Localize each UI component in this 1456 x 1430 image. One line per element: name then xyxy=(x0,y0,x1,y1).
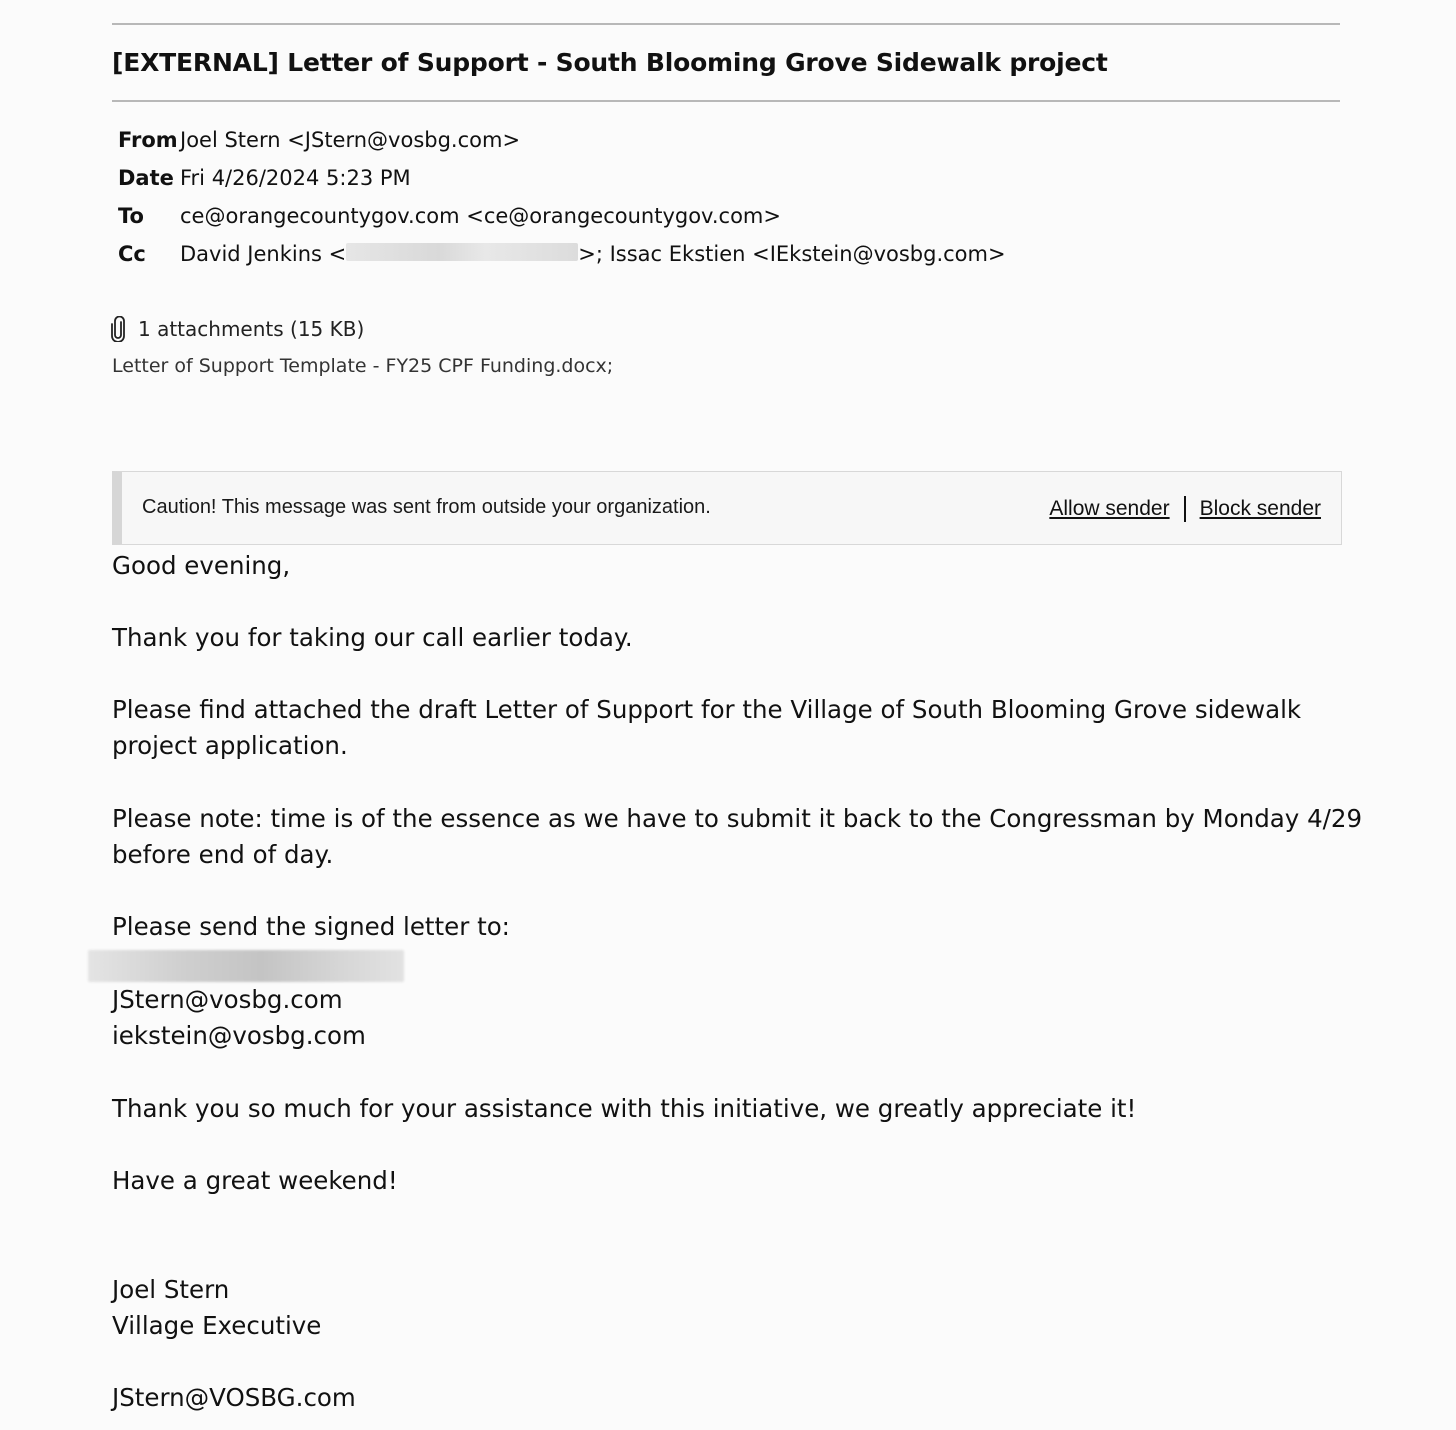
header-cc xyxy=(118,242,1006,266)
external-caution-banner xyxy=(112,471,1342,545)
body-paragraph-3-line-1: Please note: time is of the essence as we have to submit it back to the Congressman by Monday 4/29 xyxy=(112,804,1363,833)
email-subject: [EXTERNAL] Letter of Support - South Blooming Grove Sidewalk project xyxy=(112,48,1108,77)
attachment-file[interactable]: Letter of Support Template - FY25 CPF Funding.docx; xyxy=(112,355,614,377)
cc-suffix[interactable]: >; Issac Ekstien <IEkstein@vosbg.com> xyxy=(578,242,1006,266)
body-paragraph-1: Thank you for taking our call earlier today. xyxy=(112,623,633,652)
signature-email[interactable]: JStern@VOSBG.com xyxy=(112,1383,356,1412)
from-value[interactable]: Joel Stern <JStern@vosbg.com> xyxy=(180,128,521,152)
signature-title: Village Executive xyxy=(112,1311,322,1340)
recipient-email-2[interactable]: iekstein@vosbg.com xyxy=(112,1021,366,1050)
block-sender-link[interactable]: Block sender xyxy=(1199,497,1321,520)
top-divider xyxy=(112,23,1340,25)
redacted-recipient xyxy=(88,950,404,982)
paperclip-icon xyxy=(110,316,126,342)
caution-text: Caution! This message was sent from outside your organization. xyxy=(142,496,711,518)
redacted-email xyxy=(346,243,578,261)
to-value[interactable]: ce@orangecountygov.com <ce@orangecountygov.com> xyxy=(180,204,781,228)
attachments-summary-text: 1 attachments (15 KB) xyxy=(138,317,365,341)
to-label: To xyxy=(118,204,144,228)
date-value: Fri 4/26/2024 5:23 PM xyxy=(180,166,411,190)
cc-prefix[interactable]: David Jenkins < xyxy=(180,242,347,266)
recipient-email-1[interactable]: JStern@vosbg.com xyxy=(112,985,343,1014)
signature-name: Joel Stern xyxy=(112,1275,230,1304)
date-label: Date xyxy=(118,166,174,190)
action-separator xyxy=(1184,496,1186,522)
header-from xyxy=(118,128,520,152)
caution-actions xyxy=(1049,496,1321,522)
body-paragraph-3-line-2: before end of day. xyxy=(112,840,334,869)
subject-divider xyxy=(112,100,1340,102)
body-paragraph-5: Thank you so much for your assistance with this initiative, we greatly appreciate it! xyxy=(112,1094,1137,1123)
body-paragraph-2-line-1: Please find attached the draft Letter of Support for the Village of South Blooming Grove sidewalk xyxy=(112,695,1302,724)
from-label: From xyxy=(118,128,178,152)
header-to xyxy=(118,204,781,228)
body-paragraph-6: Have a great weekend! xyxy=(112,1166,398,1195)
header-date xyxy=(118,166,411,190)
cc-label: Cc xyxy=(118,242,146,266)
body-paragraph-4: Please send the signed letter to: xyxy=(112,912,510,941)
allow-sender-link[interactable]: Allow sender xyxy=(1049,497,1170,520)
attachments-summary[interactable] xyxy=(110,316,364,342)
body-paragraph-2-line-2: project application. xyxy=(112,731,348,760)
body-greeting: Good evening, xyxy=(112,551,291,580)
